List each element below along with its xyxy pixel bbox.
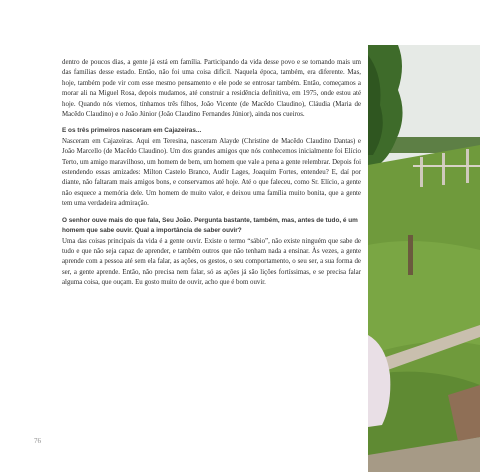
answer-paragraph-2: Nasceram em Cajazeiras. Aqui em Teresina, nasceram Alayde (Christine de Macêdo Claudino Dantas) e João Marcello (de Macêdo Claudino). Um dos grandes amigos que nós conhecemos inicialmente foi Elício Terto, um amigo maravilhoso, um homem de bem, um homem que vale a pena a gente relembrar. Depois foi estendendo essas amizades: Milton Castelo Branco, Audir Lages, Joaquim Fortes, entendeu? E, daí por diante, não faltaram mais amigos bons, e conservamos até hoje. Até o que faleceu, como Sr. Elício, a gente não esquece a memória dele. Um homem de muito valor, e deixou uma família muito bonita, que a gente tem uma verdadeira admiração. (62, 137, 361, 208)
question-2: O senhor ouve mais do que fala, Seu João. Pergunta bastante, também, mas, antes de tudo, é um homem que sabe ouvir. Qual a importância de saber ouvir? (62, 216, 358, 235)
fence-post (420, 157, 423, 187)
garden-photo-image (368, 45, 480, 472)
body-text-column (62, 58, 361, 289)
page-number: 76 (34, 437, 41, 445)
garden-photo (368, 45, 480, 472)
answer-paragraph-1: dentro de poucos dias, a gente já está em família. Participando da vida desse povo e se tornando mais um das famílias desse estado. Então, não foi uma coisa difícil. Naquela época, também, era diferente. Mas, hoje, também pode vir com esse mesmo pensamento e ele pode se entrosar também. Então, começamos a morar ali na Miguel Rosa, depois mudamos, até construir a residência definitiva, em 1975, onde estou até hoje. Quando nós viemos, tínhamos três filhos, João Vicente (de Macêdo Claudino), Cláudia (Maria de Macêdo Claudino) e o João Júnior (João Claudino Fernandes Júnior), ainda nos cueiros. (62, 59, 361, 119)
question-1: E os três primeiros nasceram em Cajazeiras... (62, 127, 202, 135)
fence-rail (413, 165, 480, 167)
answer-paragraph-3: Uma das coisas principais da vida é a gente ouvir. Existe o termo “sábio”, não existe ninguém que sabe de tudo e que não seja capaz de aprender, e também outros que não tenham nada a ensinar. Às vezes, a gente aprende com a pessoa até sem ela falar, as ações, os gestos, o seu comportamento, o seu ser, a sua forma de ser, a gente aprende. Então, não precisa nem falar, só as ações já são lições fortíssimas, e se precisa falar alguma coisa, que ouçam. Eu gosto muito de ouvir, acho que é bom ouvir. (62, 237, 361, 287)
tree-trunk (408, 235, 413, 275)
fence-post (442, 153, 445, 185)
